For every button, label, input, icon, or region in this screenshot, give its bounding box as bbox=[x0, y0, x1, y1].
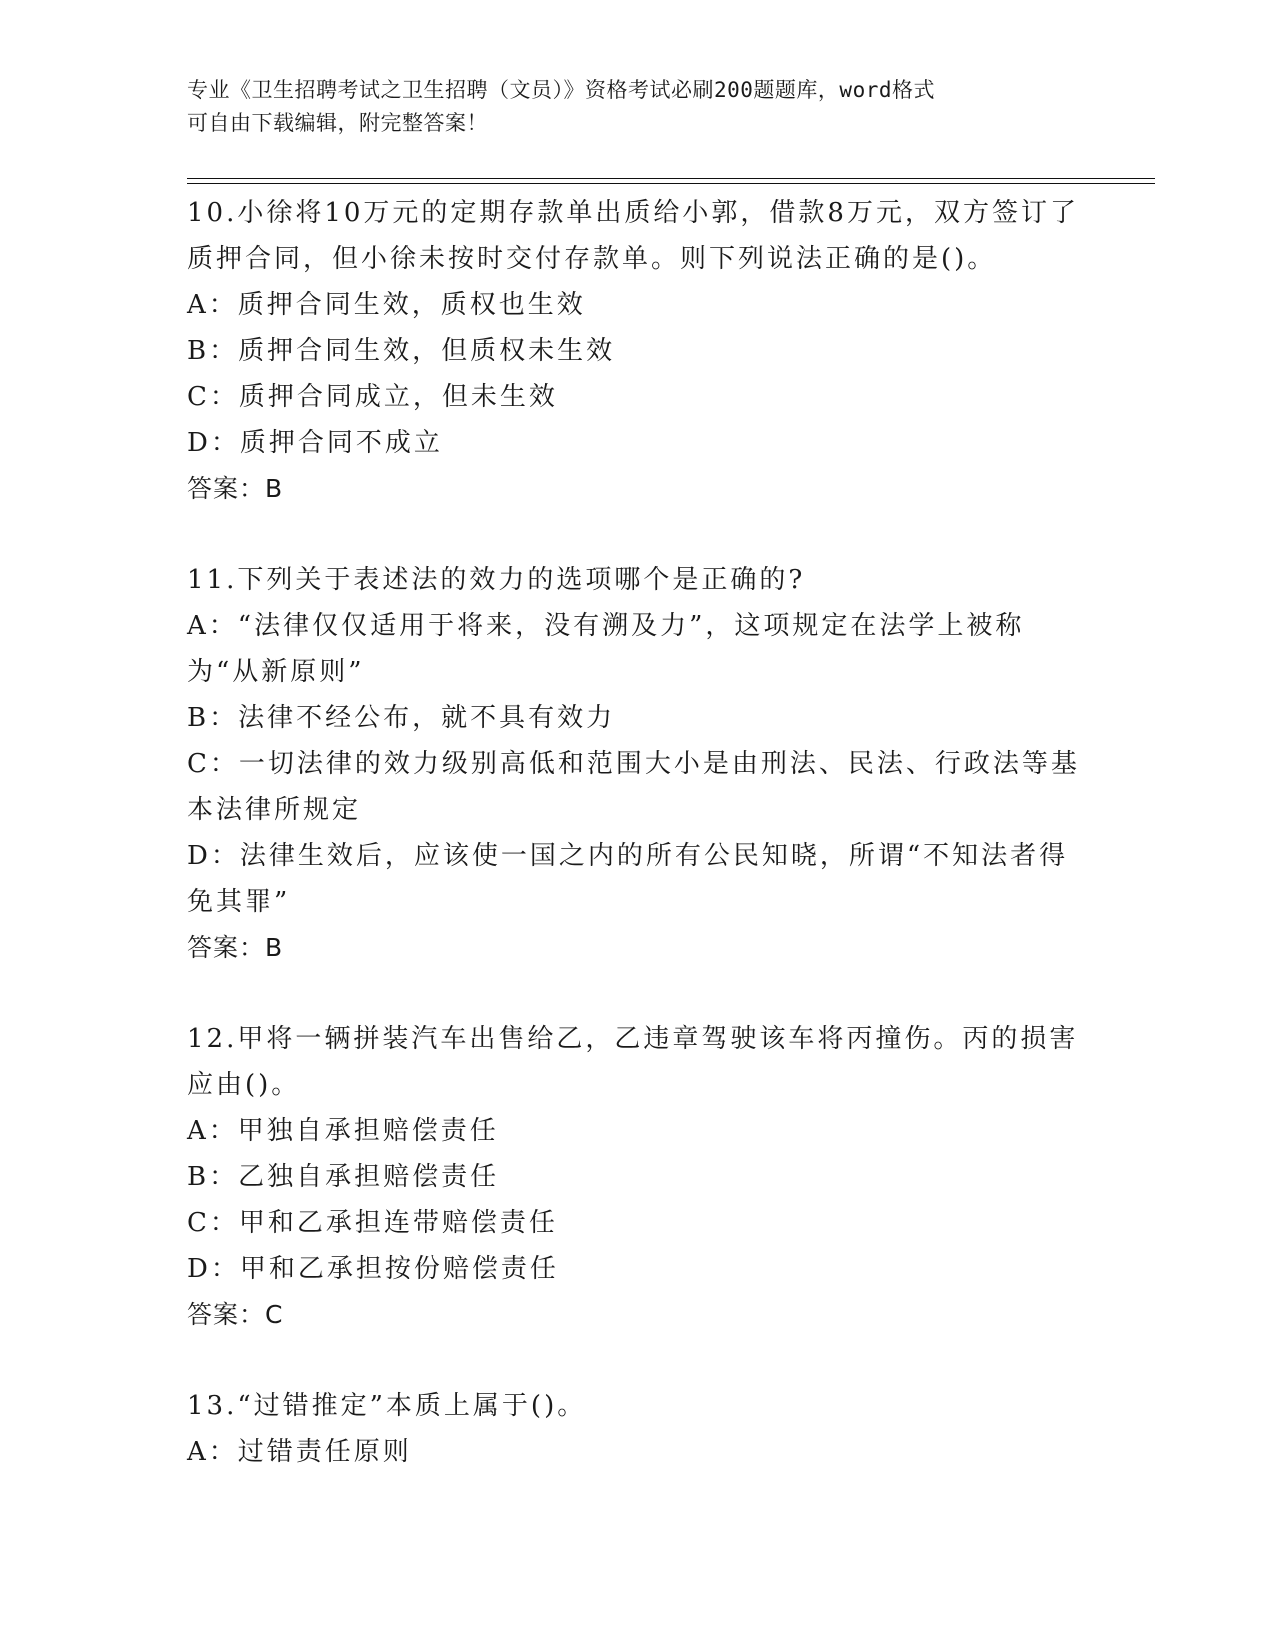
document-header bbox=[187, 74, 1087, 140]
answer-line: 答案：C bbox=[187, 1300, 284, 1329]
option-d: D：甲和乙承担按份赔偿责任 bbox=[187, 1254, 559, 1284]
question-stem: 11.下列关于表述法的效力的选项哪个是正确的? bbox=[187, 565, 806, 595]
header-rule-top bbox=[187, 178, 1155, 179]
question-12 bbox=[187, 1016, 1087, 1338]
header-line-1: 专业《卫生招聘考试之卫生招聘（文员）》资格考试必刷200题题库，word格式 bbox=[187, 78, 935, 102]
option-b: B：质押合同生效，但质权未生效 bbox=[187, 336, 616, 366]
option-c: C：甲和乙承担连带赔偿责任 bbox=[187, 1208, 558, 1238]
question-13 bbox=[187, 1383, 1087, 1475]
question-stem: 10.小徐将10万元的定期存款单出质给小郭，借款8万元，双方签订了质押合同，但小徐未按时交付存款单。则下列说法正确的是()。 bbox=[187, 198, 1079, 274]
question-11 bbox=[187, 557, 1087, 971]
option-c: C：一切法律的效力级别高低和范围大小是由刑法、民法、行政法等基本法律所规定 bbox=[187, 749, 1080, 825]
header-line-2: 可自由下载编辑，附完整答案！ bbox=[187, 111, 488, 135]
question-stem: 13.“过错推定”本质上属于()。 bbox=[187, 1391, 587, 1421]
answer-line: 答案：B bbox=[187, 474, 284, 503]
header-rule-bottom bbox=[187, 183, 1155, 184]
option-c: C：质押合同成立，但未生效 bbox=[187, 382, 558, 412]
option-a: A：质押合同生效，质权也生效 bbox=[187, 290, 586, 320]
option-b: B：法律不经公布，就不具有效力 bbox=[187, 703, 616, 733]
question-stem: 12.甲将一辆拼装汽车出售给乙，乙违章驾驶该车将丙撞伤。丙的损害应由()。 bbox=[187, 1024, 1079, 1100]
option-a: A：过错责任原则 bbox=[187, 1437, 412, 1467]
option-a: A：甲独自承担赔偿责任 bbox=[187, 1116, 499, 1146]
question-list bbox=[187, 190, 1087, 1520]
option-b: B：乙独自承担赔偿责任 bbox=[187, 1162, 500, 1192]
answer-line: 答案：B bbox=[187, 933, 284, 962]
option-d: D：质押合同不成立 bbox=[187, 428, 443, 458]
option-d: D：法律生效后，应该使一国之内的所有公民知晓，所谓“不知法者得免其罪” bbox=[187, 841, 1069, 917]
option-a: A：“法律仅仅适用于将来，没有溯及力”，这项规定在法学上被称为“从新原则” bbox=[187, 611, 1025, 687]
question-10 bbox=[187, 190, 1087, 512]
